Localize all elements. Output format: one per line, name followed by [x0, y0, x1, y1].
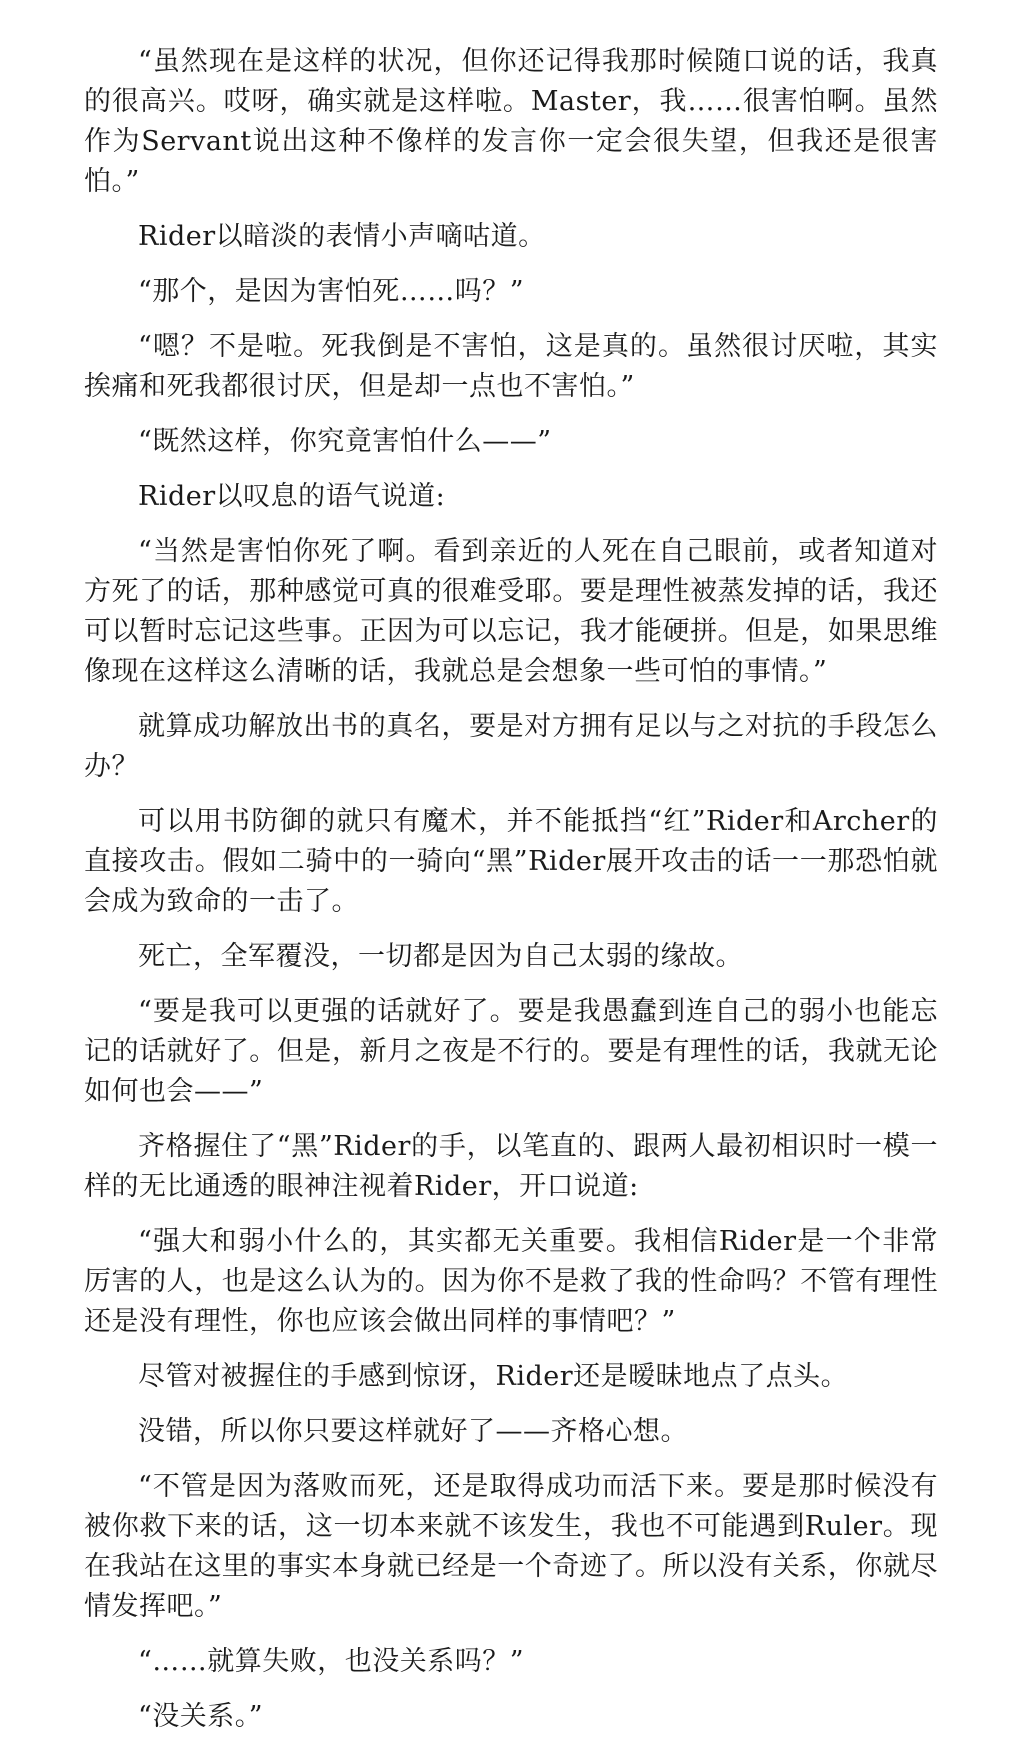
paragraph: “强大和弱小什么的，其实都无关重要。我相信Rider是一个非常厉害的人，也是这么认为的。因为你不是救了我的性命吗？不管有理性还是没有理性，你也应该会做出同样的事情吧？”	[84, 1226, 938, 1337]
paragraph: “嗯？不是啦。死我倒是不害怕，这是真的。虽然很讨厌啦，其实挨痛和死我都很讨厌，但是却一点也不害怕。”	[84, 331, 938, 402]
paragraph: 就算成功解放出书的真名，要是对方拥有足以与之对抗的手段怎么办？	[84, 711, 938, 782]
paragraph: “没关系。”	[138, 1701, 264, 1732]
paragraph: 尽管对被握住的手感到惊讶，Rider还是暧昧地点了点头。	[138, 1361, 849, 1392]
paragraph: “既然这样，你究竟害怕什么——”	[138, 426, 552, 457]
paragraph: 齐格握住了“黑”Rider的手，以笔直的、跟两人最初相识时一模一样的无比通透的眼神注视着Rider，开口说道:	[84, 1131, 938, 1202]
paragraph: Rider以叹息的语气说道:	[138, 481, 446, 512]
paragraph: “当然是害怕你死了啊。看到亲近的人死在自己眼前，或者知道对方死了的话，那种感觉可真的很难受耶。要是理性被蒸发掉的话，我还可以暂时忘记这些事。正因为可以忘记，我才能硬拼。但是，如果思维像现在这样这么清晰的话，我就总是会想象一些可怕的事情。”	[84, 536, 938, 687]
paragraph: “……就算失败，也没关系吗？”	[138, 1646, 525, 1677]
paragraph: 可以用书防御的就只有魔术，并不能抵挡“红”Rider和Archer的直接攻击。假如二骑中的一骑向“黑”Rider展开攻击的话一一那恐怕就会成为致命的一击了。	[84, 806, 938, 917]
paragraph: “那个，是因为害怕死……吗？”	[138, 276, 525, 307]
paragraph: 没错，所以你只要这样就好了——齐格心想。	[138, 1416, 688, 1447]
paragraph: Rider以暗淡的表情小声嘀咕道。	[138, 221, 546, 252]
paragraph: “不管是因为落败而死，还是取得成功而活下来。要是那时候没有被你救下来的话，这一切本来就不该发生，我也不可能遇到Ruler。现在我站在这里的事实本身就已经是一个奇迹了。所以没有关系，你就尽情发挥吧。”	[84, 1471, 938, 1622]
paragraph: “要是我可以更强的话就好了。要是我愚蠢到连自己的弱小也能忘记的话就好了。但是，新月之夜是不行的。要是有理性的话，我就无论如何也会——”	[84, 996, 938, 1107]
paragraph: 死亡，全军覆没，一切都是因为自己太弱的缘故。	[138, 941, 743, 972]
paragraph: “虽然现在是这样的状况，但你还记得我那时候随口说的话，我真的很高兴。哎呀，确实就是这样啦。Master，我……很害怕啊。虽然作为Servant说出这种不像样的发言你一定会很失望，但我还是很害怕。”	[84, 46, 938, 197]
